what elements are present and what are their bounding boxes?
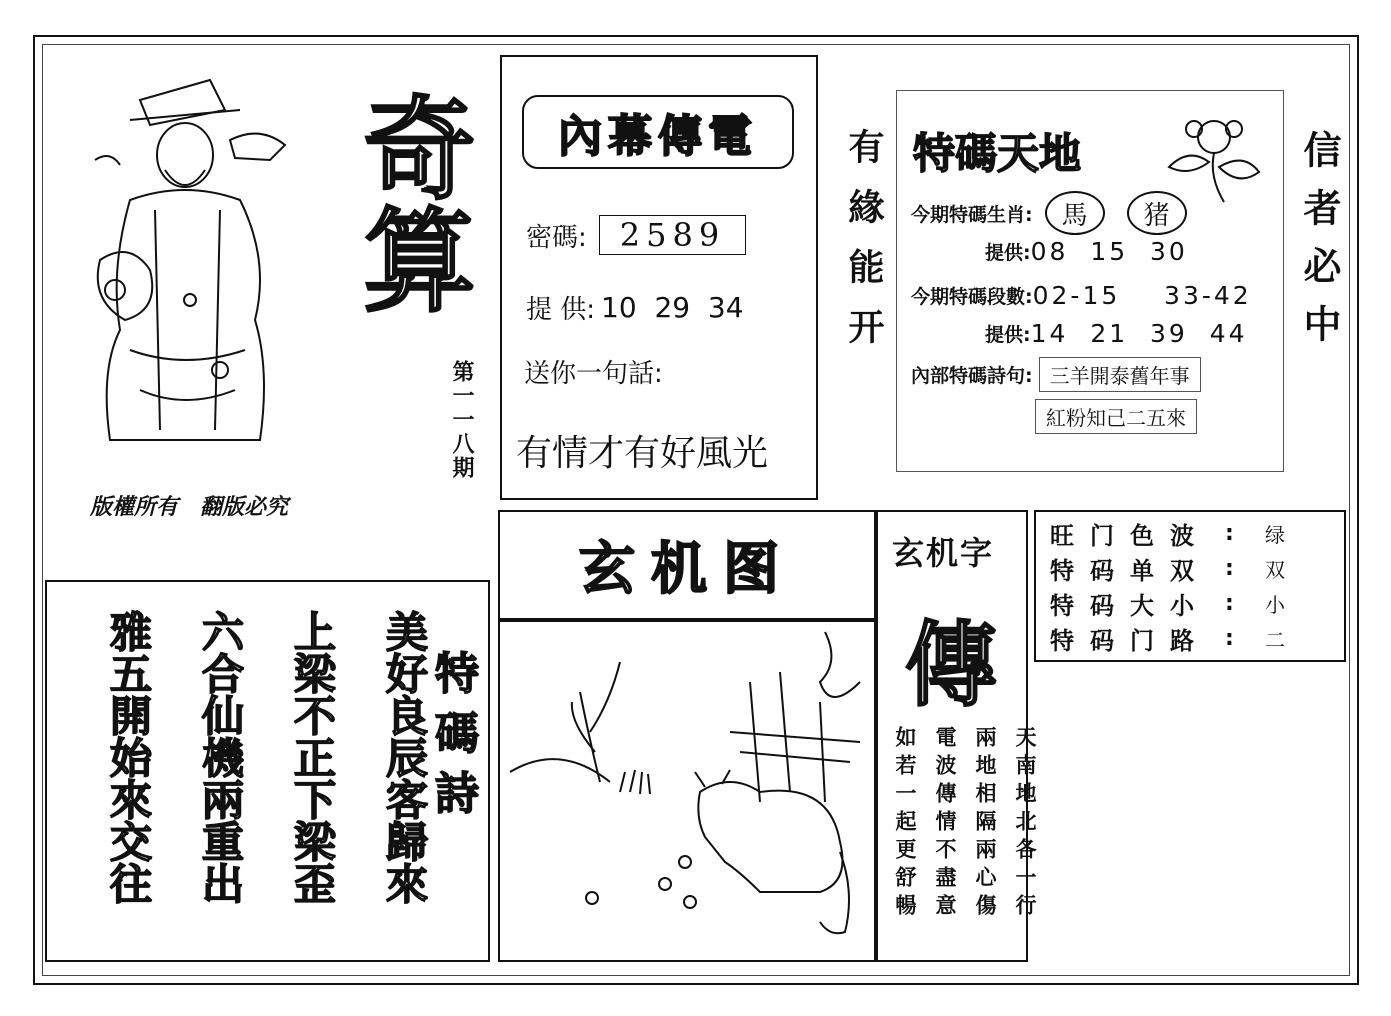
special-code-title: 特碼天地: [913, 129, 1082, 178]
segment-row: [911, 281, 1252, 310]
info-row-label: 旺门色波: [1050, 522, 1210, 550]
poem-title: 特碼詩: [427, 650, 478, 830]
provide2-row: [985, 319, 1248, 348]
poem-col-3: 六合仙機兩重出: [196, 610, 245, 904]
provide2-value: 14 21 39 44: [1030, 319, 1248, 348]
internal-poem-line2: 紅粉知己二五來: [1035, 399, 1197, 434]
info-row: [1050, 551, 1285, 586]
issue-number: 第一一八期: [449, 360, 474, 480]
xuanji-zi-poem-col-1: 天南地北各一行: [1013, 726, 1038, 922]
center-box-title-frame: [522, 95, 794, 169]
xuanji-zi-char: 傳: [905, 611, 998, 719]
page-title-text: 奇算: [345, 90, 476, 314]
provide2-label: 提供:: [985, 324, 1031, 346]
zodiac-2: 猪: [1127, 191, 1187, 235]
zodiac-label: 今期特碼生肖:: [911, 203, 1033, 226]
poem-col-1: 美好良辰客歸來: [380, 610, 429, 904]
xuanji-title: 玄机图: [579, 537, 795, 602]
xuanji-zi-title: 玄机字: [892, 534, 995, 572]
password-row: [526, 215, 746, 255]
center-provide-row: [526, 289, 744, 326]
center-provide-label: 提 供:: [526, 295, 596, 325]
internal-poem-line1: 三羊開泰舊年事: [1039, 357, 1201, 392]
xuanji-zi-poem-col-3: 電波傳情不盡意: [933, 726, 958, 922]
password-label: 密碼:: [526, 222, 587, 253]
special-code-box: [896, 90, 1284, 472]
info-row-label: 特码门路: [1050, 627, 1210, 655]
vertical-slogan-left: 有緣能开: [843, 128, 884, 368]
info-row-value: 双: [1265, 558, 1285, 582]
info-table: [1050, 516, 1285, 656]
info-row-label: 特码单双: [1050, 557, 1210, 585]
provide1-label: 提供:: [985, 242, 1031, 264]
vertical-slogan-right: 信者必中: [1297, 130, 1341, 362]
info-row: [1050, 586, 1285, 621]
info-row-colon: :: [1225, 556, 1234, 581]
segment-value: 02-15 33-42: [1032, 281, 1252, 310]
info-row-value: 绿: [1265, 523, 1285, 547]
internal-poem-row: [911, 357, 1201, 392]
xuanji-zi-poem-col-2: 兩地相隔兩心傷: [973, 726, 998, 922]
copyright-notice: 版權所有 翻版必究: [90, 495, 289, 520]
provide1-value: 08 15 30: [1030, 237, 1188, 266]
password-value: 2589: [599, 215, 746, 255]
center-info-box: [500, 55, 818, 500]
xuanji-title-box: [498, 510, 876, 620]
info-row-value: 小: [1265, 593, 1285, 617]
segment-label: 今期特碼段數:: [911, 286, 1033, 308]
zodiac-1: 馬: [1045, 191, 1105, 235]
info-row-colon: :: [1225, 626, 1234, 651]
poem-columns: [98, 610, 434, 904]
xuanji-zi-poem-col-4: 如若一起更舒暢: [893, 726, 918, 922]
info-row: [1050, 621, 1285, 656]
page-title: [345, 90, 475, 314]
saying-label: 送你一句話:: [524, 359, 663, 389]
info-row-label: 特码大小: [1050, 592, 1210, 620]
poem-col-2: 上梁不正下梁歪: [288, 610, 337, 904]
xuanji-zi-poem: [890, 726, 1040, 922]
saying-value: 有情才有好風光: [516, 433, 769, 474]
center-box-title: 內幕傳電: [558, 111, 758, 162]
zodiac-row: [911, 191, 1187, 235]
info-row: [1050, 516, 1285, 551]
internal-poem-label: 內部特碼詩句:: [911, 365, 1033, 387]
info-row-value: 二: [1265, 628, 1285, 652]
fortune-god-illustration: [70, 70, 310, 460]
info-row-colon: :: [1225, 521, 1234, 546]
poem-col-4: 雅五開始來交往: [104, 610, 153, 904]
info-row-colon: :: [1225, 591, 1234, 616]
ox-illustration: [500, 622, 874, 960]
provide1-row: [985, 237, 1188, 266]
center-provide-value: 10 29 34: [601, 291, 744, 324]
